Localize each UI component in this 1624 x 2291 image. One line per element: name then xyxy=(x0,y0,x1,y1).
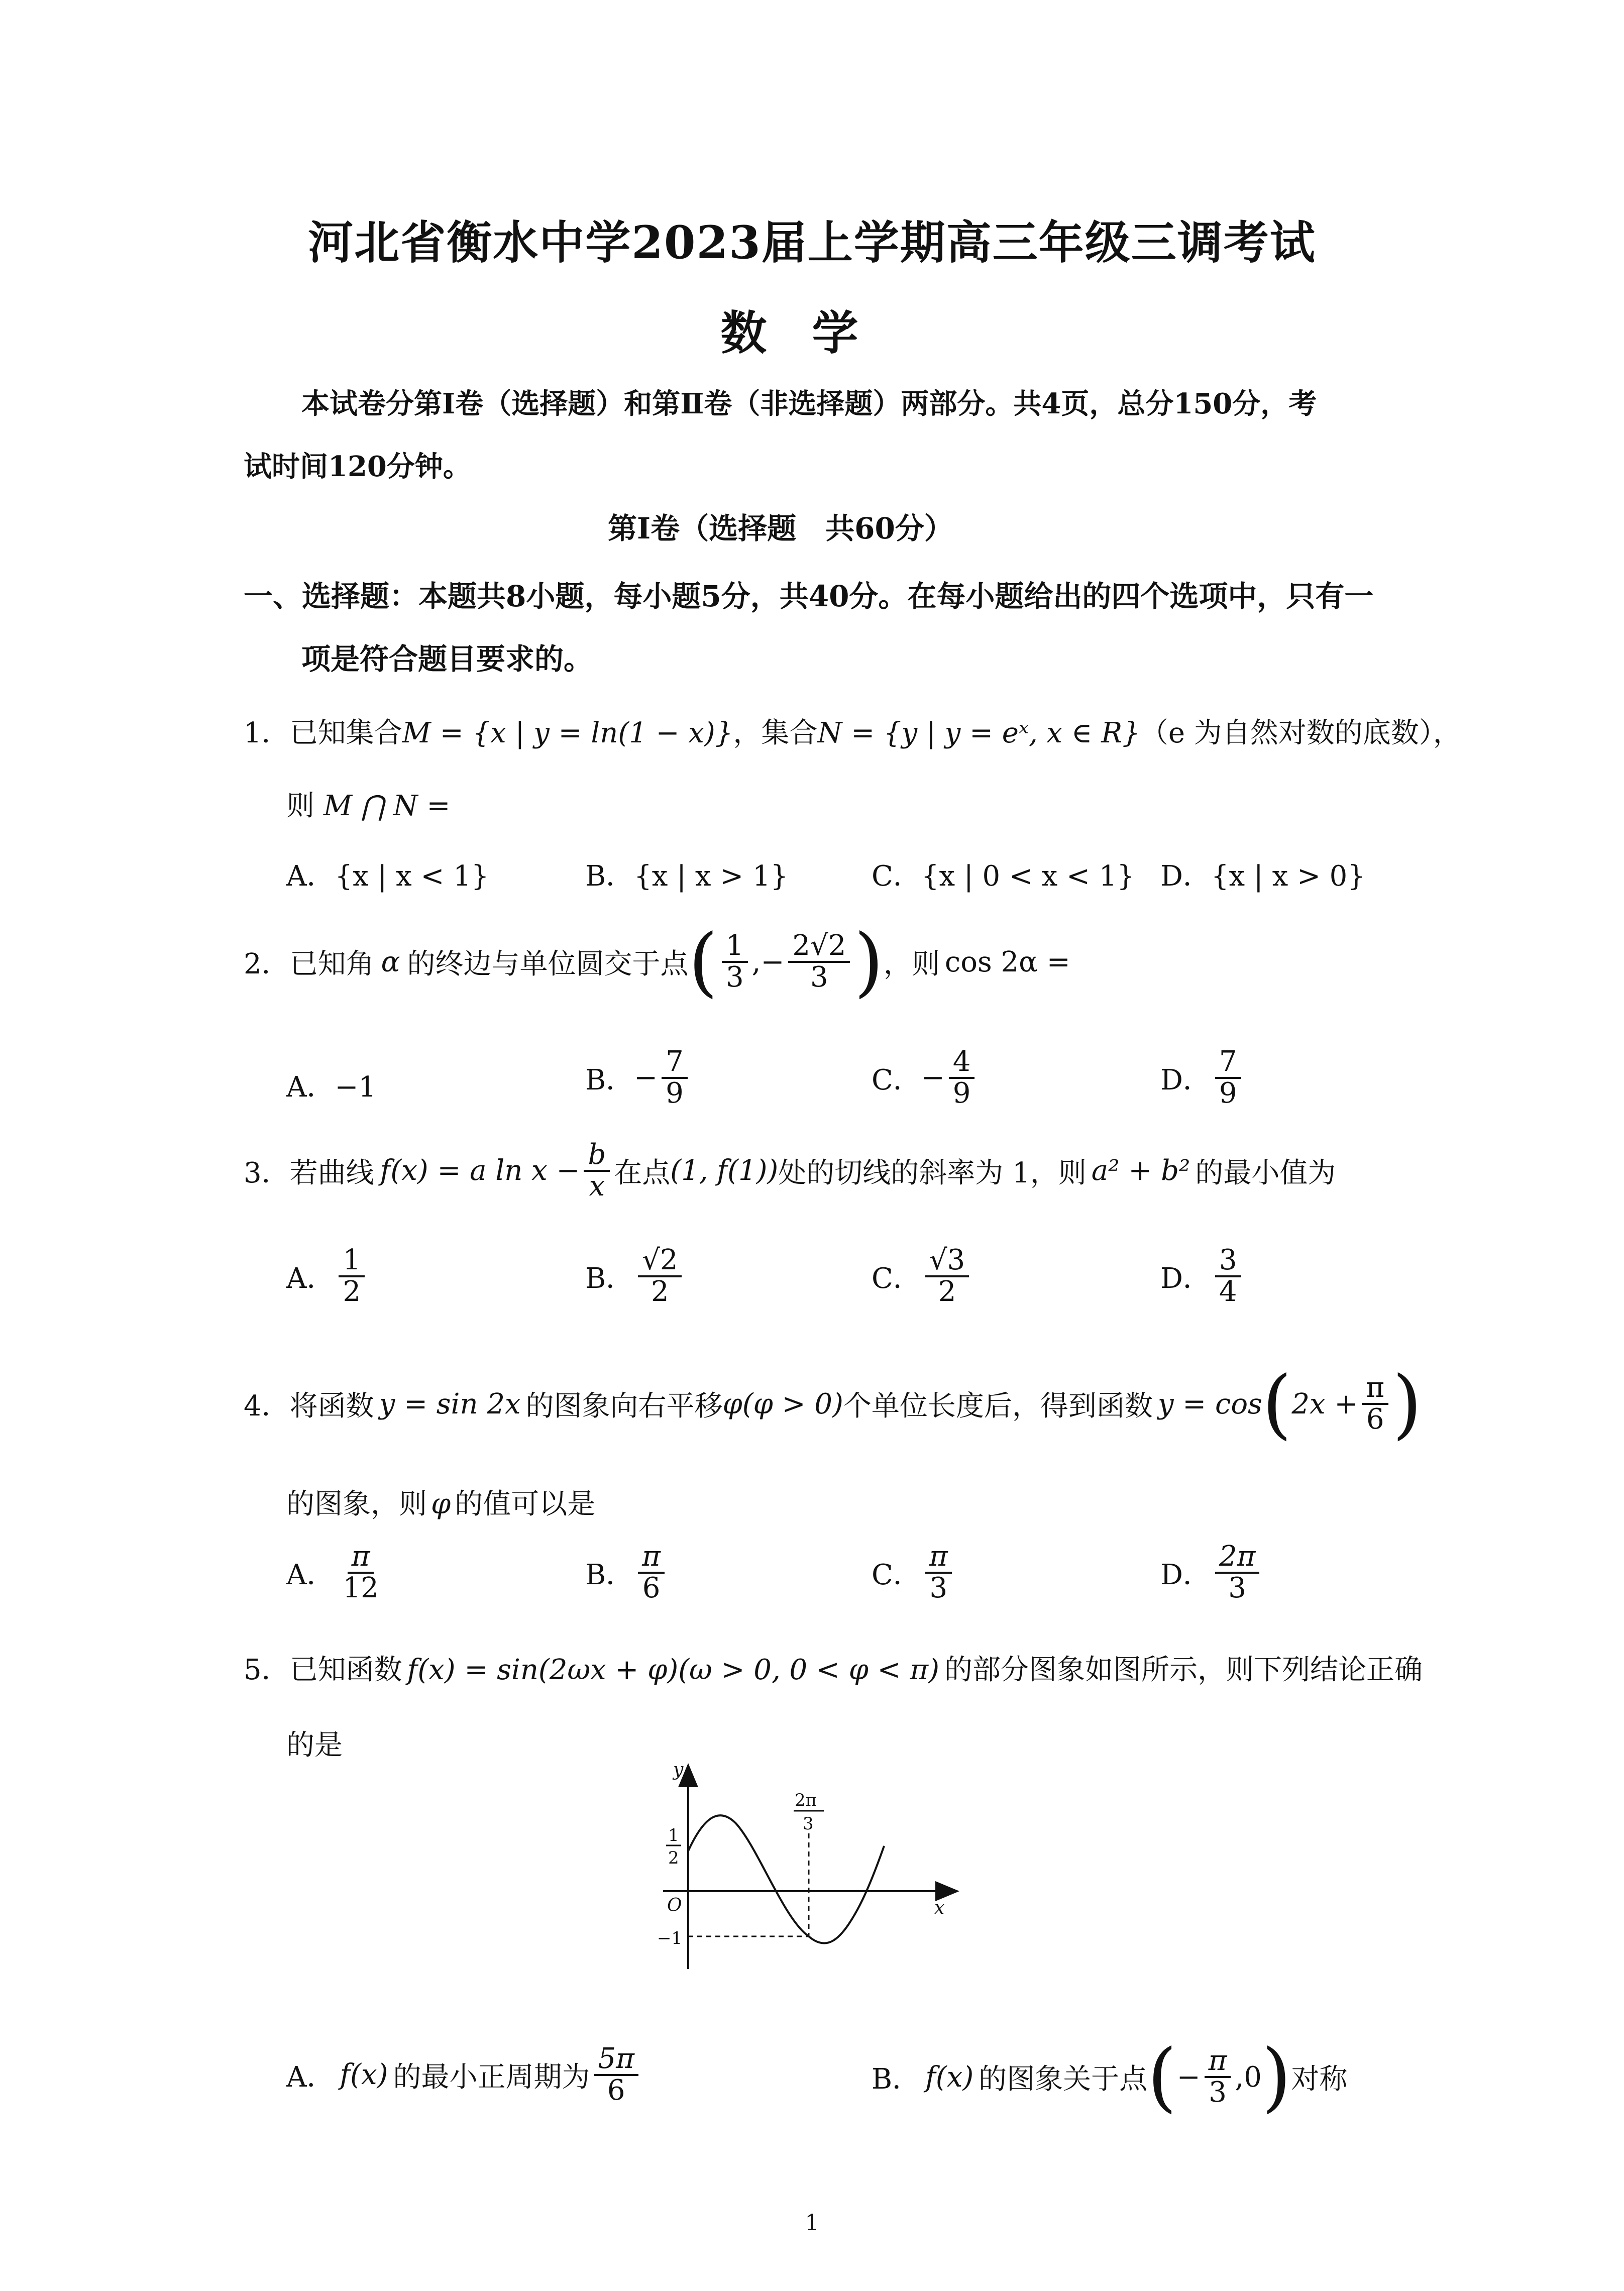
denominator: 9 xyxy=(666,1076,684,1110)
numerator: b xyxy=(584,1140,610,1172)
q1-text-c: （e 为自然对数的底数）， xyxy=(1140,717,1461,749)
question-4-line-2 xyxy=(286,1482,595,1522)
half-denominator: 2 xyxy=(668,1848,679,1868)
q4-fraction xyxy=(1362,1373,1388,1435)
subject-title: 数学 xyxy=(720,306,904,360)
q1-line2-math: M ⋂ N = xyxy=(323,790,451,822)
fraction xyxy=(638,1246,682,1307)
sign: − xyxy=(634,1061,658,1095)
q4-option-d xyxy=(1160,1542,1263,1603)
q1-option-c: C．{x | 0 < x < 1} xyxy=(872,860,1135,893)
fraction xyxy=(638,1542,665,1603)
fraction xyxy=(662,1047,688,1109)
q4-func2: y = cos xyxy=(1157,1387,1262,1421)
question-number: 5． xyxy=(244,1654,290,1686)
left-paren: ( xyxy=(1262,1360,1292,1448)
question-number: 4． xyxy=(244,1390,290,1423)
left-paren: ( xyxy=(1147,2033,1177,2121)
exam-title: 河北省衡水中学2023届上学期高三年级三调考试 xyxy=(308,216,1316,269)
q4-option-b xyxy=(585,1542,669,1603)
denominator: 12 xyxy=(343,1571,379,1604)
q2-point-x xyxy=(722,931,748,993)
denominator: 3 xyxy=(1209,2076,1227,2109)
q3-option-b xyxy=(585,1246,686,1307)
question-5 xyxy=(244,1648,1423,1688)
numerator: 2π xyxy=(1215,1542,1259,1574)
denominator: 3 xyxy=(726,961,744,994)
tick-numerator: 2π xyxy=(795,1790,817,1810)
denominator: 2 xyxy=(343,1275,361,1308)
q4-phi: φ(φ > 0) xyxy=(722,1387,843,1421)
section-title: 第Ⅰ卷（选择题 共60分） xyxy=(608,511,953,546)
option-label: C． xyxy=(872,1063,921,1097)
question-3 xyxy=(244,1140,1336,1202)
option-label: D． xyxy=(1160,1063,1211,1097)
option-label: D． xyxy=(1160,1262,1211,1295)
neg-one-label: −1 xyxy=(657,1928,683,1948)
option-label: A． xyxy=(286,1262,335,1295)
q2-text-c: ，则 xyxy=(883,948,940,980)
fraction xyxy=(339,1542,382,1603)
denominator: 9 xyxy=(952,1076,971,1110)
option-label: A． xyxy=(286,2060,335,2094)
q5-opt-b-text: 的图象关于点 xyxy=(979,2063,1148,2096)
option-label: A． xyxy=(286,1558,335,1591)
sign: − xyxy=(1176,2060,1201,2094)
q3-func: f(x) = a ln x − xyxy=(380,1154,580,1187)
q1-option-d: D．{x | x > 0} xyxy=(1160,860,1365,893)
denominator: 3 xyxy=(1228,1571,1246,1604)
question-1-line-2 xyxy=(286,784,450,824)
q1-option-b: B．{x | x > 1} xyxy=(585,860,789,893)
q5-function-graph xyxy=(653,1758,985,1989)
denominator: 6 xyxy=(1366,1403,1384,1436)
numerator: 1 xyxy=(339,1246,365,1277)
fraction xyxy=(925,1246,969,1307)
option-label: D． xyxy=(1160,1558,1211,1591)
origin-label: O xyxy=(667,1895,682,1916)
numerator: √3 xyxy=(925,1246,969,1277)
q3-option-c xyxy=(872,1246,973,1307)
q3-fraction xyxy=(584,1140,610,1202)
denominator: 3 xyxy=(810,961,828,994)
x-axis-label: x xyxy=(934,1898,945,1918)
q2-text-a: 已知角 xyxy=(289,948,374,980)
question-5-line-2: 的是 xyxy=(286,1729,343,1762)
q5-opt-b-end: 对称 xyxy=(1291,2063,1348,2096)
q2-option-b xyxy=(585,1047,692,1109)
fraction xyxy=(1215,1542,1259,1603)
q4-text-a: 将函数 xyxy=(289,1390,374,1423)
denominator: 6 xyxy=(607,2074,625,2107)
numerator: π xyxy=(1362,1373,1388,1405)
q4-line2-text-b: 的值可以是 xyxy=(455,1488,596,1520)
part-header-line-2: 项是符合题目要求的。 xyxy=(301,642,593,676)
q5-opt-a-text: 的最小正周期为 xyxy=(393,2060,590,2094)
q2-point-y xyxy=(788,931,850,993)
denominator: x xyxy=(589,1169,605,1203)
option-label: B． xyxy=(585,1063,634,1097)
q3-point: (1, f(1)) xyxy=(670,1154,779,1187)
option-label: C． xyxy=(872,1262,921,1295)
q5-option-b xyxy=(872,2033,1348,2121)
intro-line-2: 试时间120分钟。 xyxy=(244,450,471,483)
q3-option-a xyxy=(286,1246,369,1307)
q1-set-n: N = {y | y = eˣ, x ∈ R} xyxy=(817,717,1140,749)
q4-text-b: 的图象向右平移 xyxy=(525,1390,723,1423)
fraction xyxy=(925,1542,952,1603)
intro-line-1: 本试卷分第Ⅰ卷（选择题）和第Ⅱ卷（非选择题）两部分。共4页，总分150分，考 xyxy=(301,387,1317,420)
fraction xyxy=(1205,2046,1231,2108)
right-paren: ) xyxy=(1261,2033,1291,2121)
numerator: 7 xyxy=(662,1047,688,1079)
numerator: 7 xyxy=(1215,1047,1241,1079)
question-number: 2． xyxy=(244,948,290,980)
left-paren: ( xyxy=(688,918,718,1006)
numerator: √2 xyxy=(638,1246,682,1277)
q3-text-c: 处的切线的斜率为 1，则 xyxy=(778,1156,1087,1189)
numerator: π xyxy=(1205,2046,1231,2078)
q5-option-a xyxy=(286,2044,642,2106)
q3-text-a: 若曲线 xyxy=(289,1156,374,1189)
q5-opt-b-tail: ,0 xyxy=(1235,2060,1262,2094)
q2-alpha: α xyxy=(381,945,400,978)
denominator: 6 xyxy=(642,1571,661,1604)
numerator: π xyxy=(925,1542,952,1574)
question-number: 1． xyxy=(244,717,290,749)
question-number: 3． xyxy=(244,1156,290,1189)
numerator: 2√2 xyxy=(788,931,850,963)
y-axis-label: y xyxy=(673,1760,684,1780)
q1-set-m: M = {x | y = ln(1 − x)} xyxy=(402,717,733,749)
q5-text-a: 已知函数 xyxy=(289,1654,402,1686)
q1-option-a: A．{x | x < 1} xyxy=(286,860,489,893)
denominator: 9 xyxy=(1219,1076,1237,1110)
tick-denominator: 3 xyxy=(803,1814,814,1834)
half-numerator: 1 xyxy=(668,1825,679,1845)
q4-func2-inner: 2x + xyxy=(1291,1387,1358,1421)
numerator: π xyxy=(348,1542,374,1574)
q5-opt-a-func: f(x) xyxy=(340,2058,388,2092)
q2-text-b: 的终边与单位圆交于点 xyxy=(407,948,689,980)
q4-line2-text-a: 的图象，则 xyxy=(286,1488,427,1520)
q2-option-a: A．−1 xyxy=(286,1071,376,1104)
right-paren: ) xyxy=(1392,1360,1422,1448)
numerator: 3 xyxy=(1215,1246,1241,1277)
q3-text-d: 的最小值为 xyxy=(1195,1156,1336,1189)
q3-option-d xyxy=(1160,1246,1245,1307)
sine-curve xyxy=(688,1815,884,1943)
option-label: C． xyxy=(872,1558,921,1591)
q1-text-b: ，集合 xyxy=(733,717,818,749)
q4-line2-phi: φ xyxy=(431,1488,451,1520)
numerator: 4 xyxy=(949,1047,975,1079)
option-label: B． xyxy=(585,1262,634,1295)
question-2 xyxy=(244,918,1070,1006)
q2-expr: cos 2α = xyxy=(944,945,1070,978)
q5-func: f(x) = sin(2ωx + φ)(ω > 0, 0 < φ < π) xyxy=(407,1654,939,1686)
q2-option-c xyxy=(872,1047,979,1109)
option-label: B． xyxy=(585,1558,634,1591)
q5-opt-b-func: f(x) xyxy=(925,2060,974,2094)
fraction xyxy=(949,1047,975,1109)
q2-point-sep: ,− xyxy=(751,945,785,978)
q4-func1: y = sin 2x xyxy=(379,1387,521,1421)
denominator: 4 xyxy=(1219,1275,1237,1308)
question-4 xyxy=(244,1360,1422,1448)
denominator: 2 xyxy=(651,1275,669,1308)
part-header-line-1: 一、选择题：本题共8小题，每小题5分，共40分。在每小题给出的四个选项中，只有一 xyxy=(244,579,1374,613)
fraction xyxy=(1215,1246,1241,1307)
fraction xyxy=(594,2044,638,2106)
q1-line2-text: 则 xyxy=(286,790,314,822)
q2-option-d xyxy=(1160,1047,1245,1109)
question-1 xyxy=(244,711,1461,751)
denominator: 3 xyxy=(929,1571,948,1604)
q3-expr: a² + b² xyxy=(1091,1154,1190,1187)
sign: − xyxy=(921,1061,945,1095)
fraction xyxy=(339,1246,365,1307)
numerator: 1 xyxy=(722,931,748,963)
option-label: B． xyxy=(872,2063,921,2096)
denominator: 2 xyxy=(938,1275,956,1308)
fraction xyxy=(1215,1047,1241,1109)
right-paren: ) xyxy=(854,918,884,1006)
q1-text-a: 已知集合 xyxy=(289,717,402,749)
q5-text-b: 的部分图象如图所示，则下列结论正确 xyxy=(944,1654,1423,1686)
numerator: 5π xyxy=(594,2044,638,2076)
q4-text-c: 个单位长度后，得到函数 xyxy=(843,1390,1153,1423)
numerator: π xyxy=(638,1542,665,1574)
q3-text-b: 在点 xyxy=(614,1156,671,1189)
q4-option-c xyxy=(872,1542,956,1603)
q4-option-a xyxy=(286,1542,387,1603)
page-number: 1 xyxy=(805,2210,819,2236)
